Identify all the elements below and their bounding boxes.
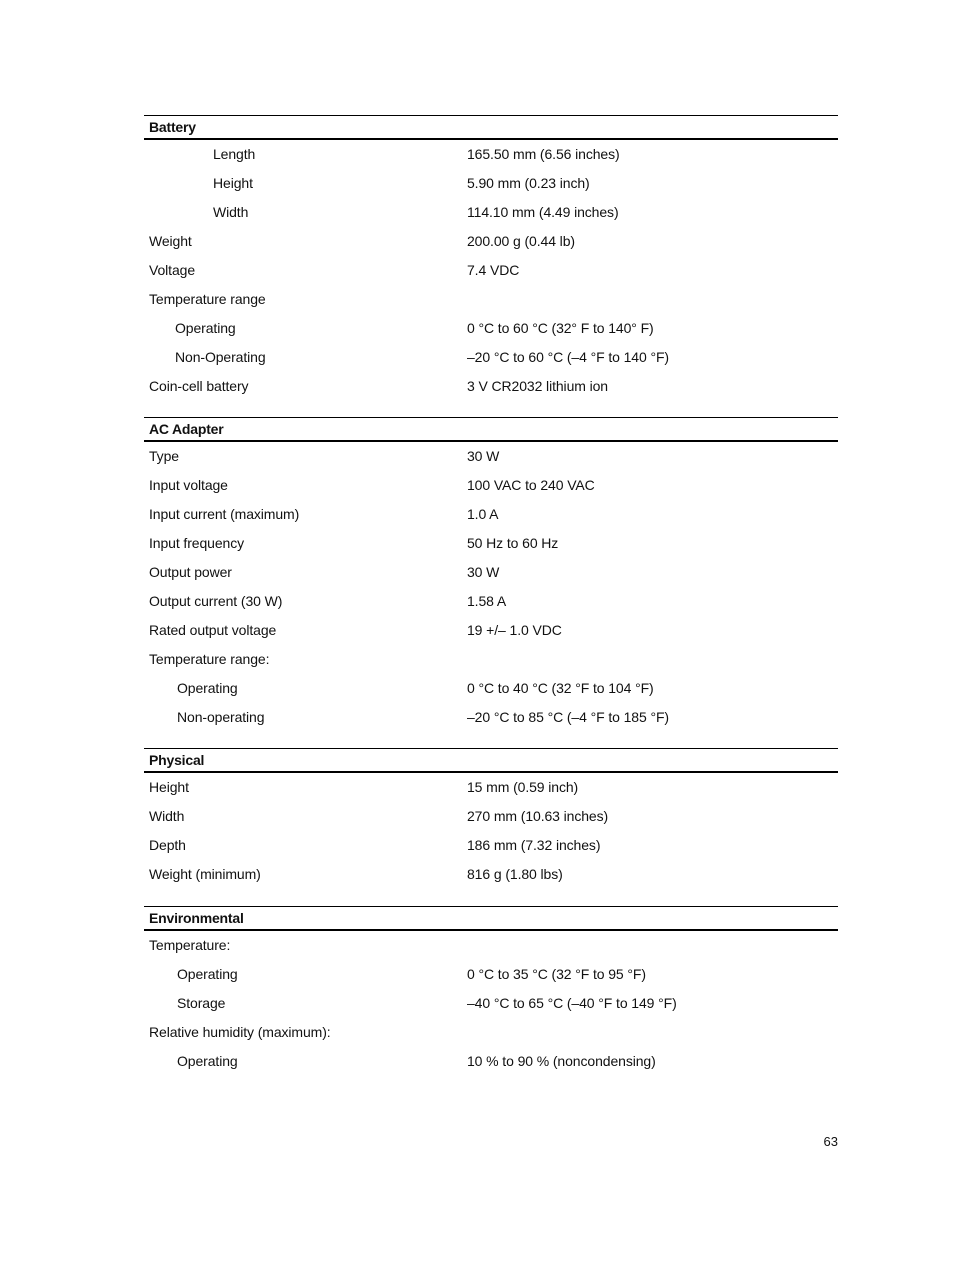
- table-row: [144, 703, 838, 732]
- physical-section-title: Physical: [144, 749, 838, 773]
- spec-label: Storage: [177, 995, 226, 1011]
- spec-label: Coin-cell battery: [149, 378, 249, 394]
- battery-section-title: Battery: [144, 116, 838, 140]
- spec-label: Type: [149, 448, 179, 464]
- spec-value: 0 °C to 60 °C (32° F to 140° F): [467, 320, 654, 336]
- table-row: [144, 645, 838, 674]
- spec-value: 816 g (1.80 lbs): [467, 866, 563, 882]
- table-row: [144, 1018, 838, 1047]
- spec-value: –40 °C to 65 °C (–40 °F to 149 °F): [467, 995, 677, 1011]
- spec-label: Non-operating: [177, 709, 265, 725]
- table-row: [144, 314, 838, 343]
- table-row: [144, 227, 838, 256]
- table-row: [144, 529, 838, 558]
- spec-label: Height: [149, 779, 189, 795]
- spec-label: Temperature range: [149, 291, 266, 307]
- table-row: [144, 860, 838, 889]
- table-row: [144, 831, 838, 860]
- spec-value: 1.58 A: [467, 593, 507, 609]
- spec-value: 186 mm (7.32 inches): [467, 837, 601, 853]
- spec-value: 19 +/– 1.0 VDC: [467, 622, 562, 638]
- spec-value: 15 mm (0.59 inch): [467, 779, 579, 795]
- table-row: [144, 960, 838, 989]
- table-row: [144, 674, 838, 703]
- spec-label: Temperature range:: [149, 651, 270, 667]
- spec-value: 7.4 VDC: [467, 262, 520, 278]
- spec-value: 30 W: [467, 448, 500, 464]
- table-row: [144, 931, 838, 960]
- spec-label: Operating: [177, 680, 238, 696]
- table-row: [144, 1047, 838, 1076]
- spec-label: Output power: [149, 564, 232, 580]
- table-row: [144, 558, 838, 587]
- table-row: [144, 256, 838, 285]
- spec-value: –20 °C to 60 °C (–4 °F to 140 °F): [467, 349, 669, 365]
- table-row: [144, 471, 838, 500]
- table-row: [144, 285, 838, 314]
- spec-value: 0 °C to 40 °C (32 °F to 104 °F): [467, 680, 654, 696]
- spec-label: Height: [213, 175, 253, 191]
- table-row: [144, 442, 838, 471]
- spec-value: 3 V CR2032 lithium ion: [467, 378, 608, 394]
- spec-label: Width: [213, 204, 249, 220]
- table-row: [144, 372, 838, 401]
- spec-label: Temperature:: [149, 937, 231, 953]
- spec-value: 200.00 g (0.44 lb): [467, 233, 575, 249]
- physical-spec-table: [144, 748, 838, 889]
- spec-value: 100 VAC to 240 VAC: [467, 477, 595, 493]
- table-row: [144, 616, 838, 645]
- spec-value: –20 °C to 85 °C (–4 °F to 185 °F): [467, 709, 669, 725]
- environmental-spec-table: [144, 906, 838, 1076]
- battery-spec-table: [144, 115, 838, 401]
- table-row: [144, 140, 838, 169]
- spec-value: 0 °C to 35 °C (32 °F to 95 °F): [467, 966, 646, 982]
- ac-adapter-section-title: AC Adapter: [144, 418, 838, 442]
- spec-label: Weight: [149, 233, 192, 249]
- table-row: [144, 169, 838, 198]
- spec-label: Operating: [177, 966, 238, 982]
- table-row: [144, 198, 838, 227]
- spec-value: 1.0 A: [467, 506, 499, 522]
- spec-label: Non-Operating: [175, 349, 266, 365]
- spec-label: Operating: [177, 1053, 238, 1069]
- spec-value: 5.90 mm (0.23 inch): [467, 175, 590, 191]
- spec-label: Rated output voltage: [149, 622, 277, 638]
- environmental-section-title: Environmental: [144, 907, 838, 931]
- spec-label: Weight (minimum): [149, 866, 261, 882]
- table-row: [144, 802, 838, 831]
- spec-label: Voltage: [149, 262, 196, 278]
- spec-value: 10 % to 90 % (noncondensing): [467, 1053, 656, 1069]
- spec-value: 114.10 mm (4.49 inches): [467, 204, 619, 220]
- spec-label: Width: [149, 808, 185, 824]
- ac-adapter-spec-table: [144, 417, 838, 732]
- spec-value: 30 W: [467, 564, 500, 580]
- table-row: [144, 989, 838, 1018]
- spec-label: Length: [213, 146, 256, 162]
- spec-label: Input frequency: [149, 535, 245, 551]
- spec-value: 50 Hz to 60 Hz: [467, 535, 559, 551]
- spec-value: 165.50 mm (6.56 inches): [467, 146, 620, 162]
- table-row: [144, 500, 838, 529]
- table-row: [144, 343, 838, 372]
- page-number: 63: [823, 1134, 838, 1149]
- spec-label: Relative humidity (maximum):: [149, 1024, 331, 1040]
- spec-label: Depth: [149, 837, 186, 853]
- spec-label: Output current (30 W): [149, 593, 283, 609]
- table-row: [144, 587, 838, 616]
- spec-label: Operating: [175, 320, 236, 336]
- table-row: [144, 773, 838, 802]
- spec-value: 270 mm (10.63 inches): [467, 808, 609, 824]
- spec-label: Input voltage: [149, 477, 228, 493]
- spec-label: Input current (maximum): [149, 506, 300, 522]
